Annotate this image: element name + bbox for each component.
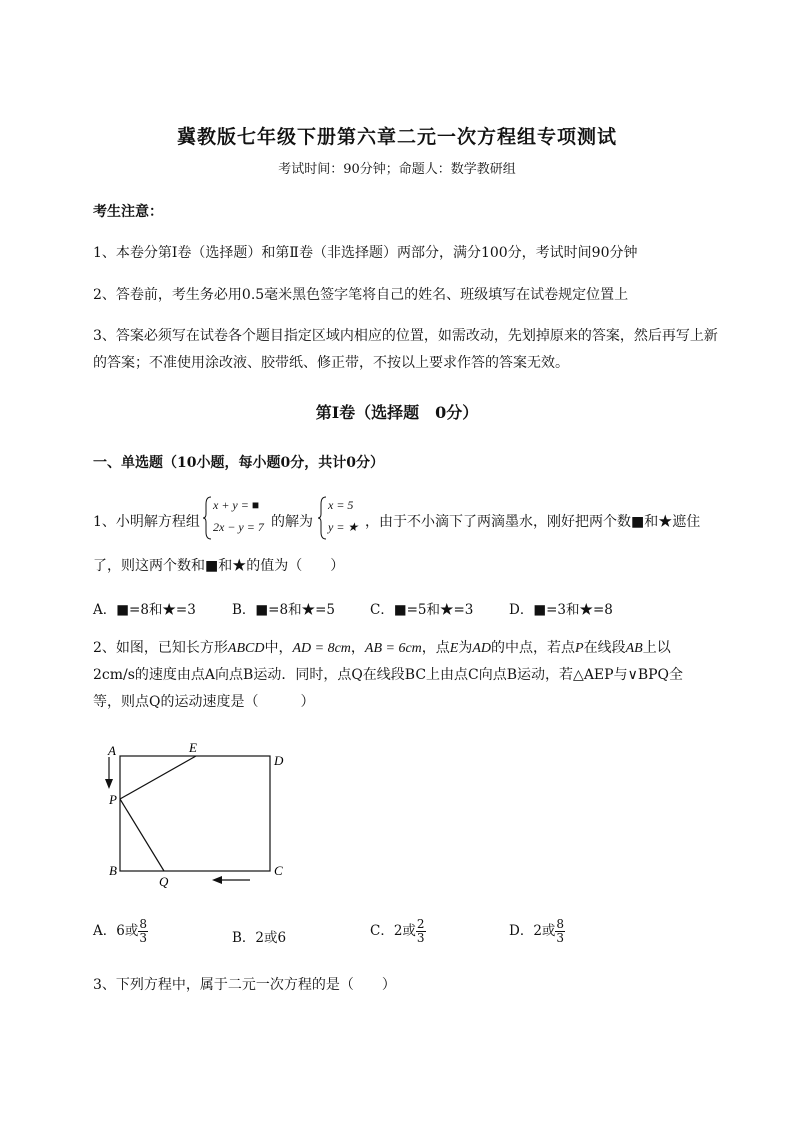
q1-eq1: x + y = ■ (213, 498, 260, 512)
q1-brace-right (318, 496, 328, 540)
q2-e: E (449, 641, 459, 656)
q2-ad: AD = 8cm (292, 641, 351, 656)
q2-text: ，点 (421, 640, 450, 656)
q2-text: 上以 (642, 640, 671, 656)
fraction-num: 8 (139, 917, 147, 931)
q2-ab2: AB (625, 641, 643, 656)
q2-text: 在线段 (583, 640, 626, 656)
label-q: Q (159, 874, 169, 889)
segment-pe (120, 756, 196, 799)
q2-text: ， (350, 640, 365, 656)
fraction (555, 918, 565, 945)
q1-sol2: y = ★ (328, 520, 359, 534)
section-subtitle: 一、单选题（10小题，每小题0分，共计0分） (93, 455, 384, 471)
rectangle-diagram (100, 735, 300, 890)
q2-option-c[interactable] (370, 918, 426, 945)
fraction-den: 3 (139, 931, 147, 945)
q2-option-b-text: B．2或6 (232, 930, 287, 946)
q2-abcd: ABCD (227, 641, 265, 656)
q2-text: 2、如图，已知长方形 (93, 640, 228, 656)
q1-prefix: 1、小明解方程组 (93, 514, 200, 530)
q2-option-d-text: D．2或 (509, 923, 556, 939)
label-d: D (274, 753, 284, 768)
arrow-left-icon (212, 876, 222, 884)
notice-item-3: 3、答案必须写在试卷各个题目指定区域内相应的位置，如需改动，先划掉原来的答案，然后再写上新 (93, 328, 718, 344)
q1-option-b[interactable]: B．■=8和★=5 (232, 602, 335, 618)
q2-option-d[interactable] (509, 918, 565, 945)
label-p: P (109, 792, 117, 807)
notice-item-1: 1、本卷分第I卷（选择题）和第Ⅱ卷（非选择题）两部分，满分100分，考试时间90分钟 (93, 245, 638, 261)
q1-option-c[interactable]: C．■=5和★=3 (370, 602, 474, 618)
label-e: E (189, 740, 197, 755)
fraction-num: 2 (416, 917, 425, 931)
question-3: 3、下列方程中，属于二元一次方程的是（ ） (93, 977, 396, 993)
q1-option-a[interactable]: A．■=8和★=3 (93, 602, 196, 618)
fraction-den: 3 (416, 931, 425, 945)
label-a: A (108, 743, 116, 758)
fraction (138, 918, 148, 945)
fraction-den: 3 (556, 931, 565, 945)
q2-option-c-text: C．2或 (370, 923, 416, 939)
q2-text: 中， (264, 640, 293, 656)
q1-brace-left (203, 496, 213, 540)
q2-line3: 等，则点Q的运动速度是（ ） (93, 694, 315, 710)
label-c: C (274, 863, 283, 878)
q2-option-a-text: A．6或 (93, 923, 139, 939)
segment-pq (120, 799, 164, 871)
q2-ad2: AD (472, 641, 492, 656)
q2-p: P (575, 641, 584, 656)
q1-line2: 了，则这两个数和■和★的值为（ ） (93, 558, 345, 574)
rect-abcd (120, 756, 270, 871)
q2-text: 的中点，若点 (491, 640, 576, 656)
label-b: B (109, 863, 117, 878)
q1-suffix: ，由于不小滴下了两滴墨水，刚好把两个数■和★遮住 (365, 514, 701, 530)
q2-line1 (93, 637, 671, 657)
q1-middle: 的解为 (271, 514, 313, 530)
q2-text: 为 (458, 640, 473, 656)
arrow-down-icon (105, 779, 113, 789)
exam-subtitle: 考试时间：90分钟；命题人：数学教研组 (278, 162, 516, 177)
q1-option-d[interactable]: D．■=3和★=8 (509, 602, 613, 618)
fraction-num: 8 (556, 917, 565, 931)
fraction (416, 918, 426, 945)
q2-ab: AB = 6cm (364, 641, 422, 656)
q1-sol1: x = 5 (328, 498, 354, 512)
q2-line2: 2cm/s的速度由点A向点B运动．同时，点Q在线段BC上由点C向点B运动，若△AEP与∨BPQ全 (93, 667, 684, 683)
notice-heading: 考生注意： (93, 204, 163, 220)
q2-option-a[interactable] (93, 918, 148, 945)
notice-item-2: 2、答卷前，考生务必用0.5毫米黑色签字笔将自己的姓名、班级填写在试卷规定位置上 (93, 287, 629, 303)
q2-option-b[interactable] (232, 926, 286, 946)
section-title: 第I卷（选择题 0分） (315, 403, 479, 422)
exam-title: 冀教版七年级下册第六章二元一次方程组专项测试 (176, 126, 617, 148)
notice-item-3-cont: 的答案；不准使用涂改液、胶带纸、修正带，不按以上要求作答的答案无效。 (93, 355, 569, 371)
q1-eq2: 2x − y = 7 (213, 520, 264, 534)
